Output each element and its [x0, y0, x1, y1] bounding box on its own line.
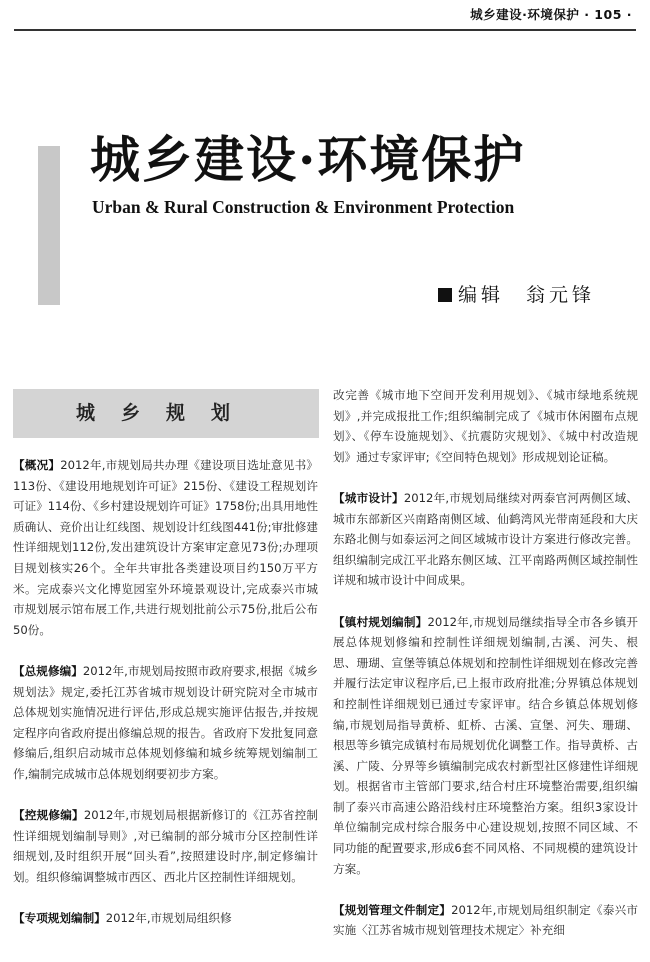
decorative-side-bar	[38, 146, 60, 305]
right-column	[333, 385, 638, 962]
paragraph-lead: 【控规修编】	[13, 808, 84, 823]
paragraph-lead: 【城市设计】	[333, 490, 404, 505]
paragraph-text: 2012年,市规划局组织修	[105, 911, 232, 926]
editor-credit	[438, 280, 595, 307]
paragraph-special-plan	[13, 908, 318, 929]
paragraph-plan-management-rules	[333, 900, 638, 941]
running-header	[470, 5, 632, 23]
section-heading: 城乡规划	[13, 389, 319, 438]
chapter-title-english: Urban & Rural Construction & Environment Protection	[92, 197, 515, 217]
paragraph-text: 2012年,市规划局继续指导全市各乡镇开展总体规划修编和控制性详细规划编制,古溪、河失、根思、珊瑚、宣堡等镇总体规划和控制性详细规划在修改完善并履行法定审议程序后,已上报市政府批准;分界镇总体规划和控制性详细规划已通过专家评审。结合乡镇总体规划修编,市规划局指导黄桥、虹桥、古溪、宣堡、河失、珊瑚、根思等乡镇完成镇村布局规划优化调整工作。指导黄桥、古溪、广陵、分界等乡镇编制完成农村新型社区修建性详细规划。根据省市主管部门要求,结合村庄环境整治需要,组织编制了泰兴市高速公路沿线村庄环境整治方案。组织3家设计单位编制完成村综合服务中心建设规划,按照不同区域、不同功能的配置要求,形成6套不同风格、不同规模的建筑设计方案。	[333, 614, 638, 876]
paragraph-lead: 【概况】	[13, 458, 61, 472]
running-header-section: 城乡建设·环境保护	[470, 7, 580, 22]
paragraph-text: 2012年,市规划局继续对两泰官河两侧区域、城市东部新区兴南路南侧区域、仙鹤湾风光带南延段和大庆东路北侧与如泰运河之间区域城市设计方案进行修改完善。组织编制完成江平北路东侧区域、江平南路两侧区域控制性详规和城市设计中间成果。	[333, 490, 638, 588]
paragraph-lead: 【总规修编】	[13, 663, 83, 678]
paragraph-regulatory-plan-revision	[13, 805, 318, 887]
paragraph-master-plan-revision	[13, 661, 318, 785]
header-rule	[14, 29, 636, 31]
paragraph-text: 2012年,市规划局组织制定《泰兴市实施〈江苏省城市规划管理技术规定〉补充细	[333, 902, 638, 938]
paragraph-urban-design	[333, 488, 638, 591]
paragraph-text: 2012年,市规划局根据新修订的《江苏省控制性详细规划编制导则》,对已编制的部分城市分区控制性详细规划,及时组织开展“回头看”,按照建设时序,制定修编计划。组织修编调整城市西区、西北片区控制性详细规划。	[13, 808, 318, 884]
paragraph-lead: 【镇村规划编制】	[333, 614, 428, 629]
running-header-separator: ·	[584, 7, 595, 22]
editor-name: 翁元锋	[526, 284, 596, 306]
paragraph-lead: 【规划管理文件制定】	[333, 902, 452, 917]
paragraph-special-plan-continued	[333, 385, 638, 467]
left-column	[13, 455, 318, 929]
paragraph-text: 2012年,市规划局按照市政府要求,根据《城乡规划法》规定,委托江苏省城市规划设计研究院对全市城市总体规划实施情况进行评估,形成总规实施评估报告,并按规定程序向省政府提出修编总规的报告。省政府下发批复同意修编后,组织启动城市总体规划修编和城乡统筹规划编制工作,编制完成城市总体规划纲要初步方案。	[13, 663, 318, 781]
paragraph-overview	[13, 455, 318, 640]
paragraph-text: 2012年,市规划局共办理《建设项目选址意见书》113份、《建设用地规划许可证》215份、《建设工程规划许可证》114份、《乡村建设规划许可证》1758份;出具用地性质确认、竞价出让红线图、规划设计红线图441份;审批修建性详细规划112份,发出建筑设计方案审定意见73份;办理项目规划核实26个。全年共审批各类建设项目约150万平方米。完成泰兴文化博览园室外环境景观设计,完成泰兴市城市规划展示馆布展工作,共进行规划批前公示75份,批后公布50份。	[13, 458, 318, 637]
chapter-title-chinese: 城乡建设·环境保护	[90, 130, 526, 189]
black-square-icon	[438, 288, 452, 302]
paragraph-text: 改完善《城市地下空间开发利用规划》、《城市绿地系统规划》,并完成报批工作;组织编制完成了《城市休闲圈布点规划》、《停车设施规划》、《抗震防灾规划》、《城中村改造规划》通过专家评审;《空间特色规划》形成规划论证稿。	[333, 388, 638, 464]
paragraph-lead: 【专项规划编制】	[13, 911, 106, 926]
editor-label: 编辑	[458, 284, 505, 306]
page-number: 105	[594, 7, 622, 22]
running-header-dot: ·	[626, 7, 632, 22]
paragraph-town-village-plan	[333, 612, 638, 880]
